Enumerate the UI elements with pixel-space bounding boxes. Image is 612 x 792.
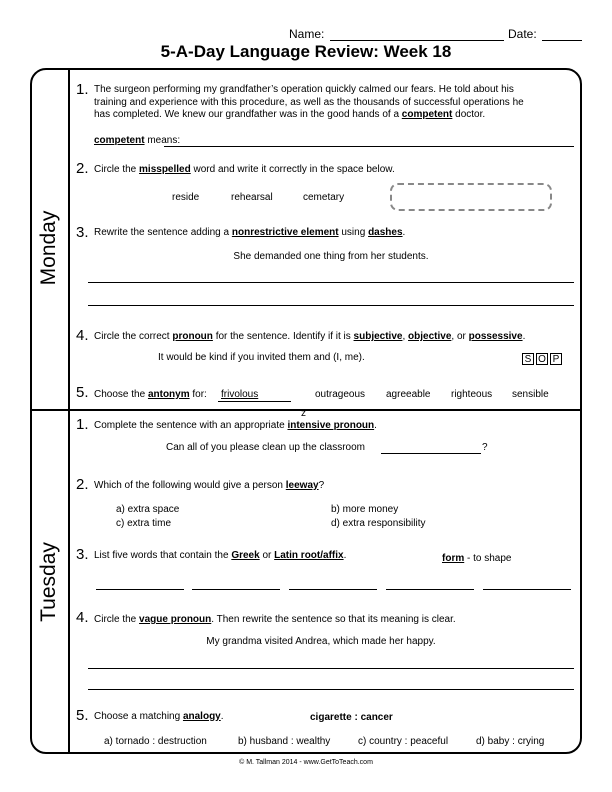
question-number: 5. (76, 707, 89, 724)
tuesday-q1-sentence-start: Can all of you please clean up the classroom (166, 442, 366, 453)
monday-q3-prompt: Rewrite the sentence adding a nonrestrictive element using dashes. (94, 227, 406, 238)
analogy-pair: cigarette : cancer (310, 712, 393, 723)
question-number: 2. (76, 160, 89, 177)
tuesday-q1-sentence-end: ? (482, 442, 488, 453)
name-label: Name: (289, 27, 325, 41)
answer-line[interactable] (96, 589, 184, 590)
page-title: 5-A-Day Language Review: Week 18 (160, 42, 452, 61)
question-number: 4. (76, 609, 89, 626)
antonym-option[interactable]: agreeable (386, 389, 431, 400)
choice-option[interactable]: c) extra time (116, 518, 172, 529)
answer-line[interactable] (88, 282, 574, 283)
answer-line[interactable] (192, 589, 280, 590)
tuesday-q3-root: form - to shape (442, 553, 512, 564)
tuesday-q5-prompt: Choose a matching analogy. (94, 711, 224, 722)
antonym-option[interactable]: sensible (512, 389, 549, 400)
day-column-divider (68, 70, 70, 752)
day-label-tuesday: Tuesday (37, 542, 60, 622)
analogy-option[interactable]: d) baby : crying (476, 736, 545, 747)
monday-q2-prompt: Circle the misspelled word and write it correctly in the space below. (94, 164, 395, 175)
monday-q5-prompt: Choose the antonym for: (94, 389, 207, 400)
question-number: 2. (76, 476, 89, 493)
answer-line[interactable] (483, 589, 571, 590)
day-label-monday: Monday (37, 210, 60, 286)
antonym-option[interactable]: righteous (451, 389, 493, 400)
tuesday-q3-prompt: List five words that contain the Greek or Latin root/affix. (94, 550, 347, 561)
question-number: 1. (76, 81, 89, 98)
analogy-option[interactable]: b) husband : wealthy (238, 736, 331, 747)
tuesday-q1-prompt: Complete the sentence with an appropriate intensive pronoun. (94, 420, 377, 431)
sop-box-p[interactable]: P (550, 353, 562, 365)
correction-box[interactable] (390, 183, 552, 211)
tuesday-q4-prompt: Circle the vague pronoun. Then rewrite the sentence so that its meaning is clear. (94, 614, 456, 625)
question-number: 3. (76, 224, 89, 241)
monday-q3-sentence: She demanded one thing from her students. (233, 251, 429, 262)
answer-line[interactable] (381, 453, 481, 454)
question-number: 5. (76, 384, 89, 401)
tuesday-q4-sentence: My grandma visited Andrea, which made her happy. (206, 636, 436, 647)
answer-line[interactable] (386, 589, 474, 590)
word-option[interactable]: rehearsal (231, 192, 273, 203)
word-option[interactable]: reside (172, 192, 200, 203)
date-label: Date: (508, 27, 537, 41)
question-number: 3. (76, 546, 89, 563)
tuesday-q2-prompt: Which of the following would give a person leeway? (94, 480, 325, 491)
day-divider (32, 409, 580, 411)
choice-option[interactable]: a) extra space (116, 504, 180, 515)
analogy-option[interactable]: c) country : peaceful (358, 736, 449, 747)
monday-q1-means: competent means: (94, 135, 181, 146)
monday-q4-prompt: Circle the correct pronoun for the sentence. Identify if it is subjective, objective, or possessive. (94, 331, 526, 342)
answer-line[interactable] (88, 668, 574, 669)
choice-option[interactable]: b) more money (331, 504, 399, 515)
answer-line[interactable] (88, 305, 574, 306)
answer-line[interactable] (88, 689, 574, 690)
question-number: 4. (76, 327, 89, 344)
footer-copyright: © M. Tallman 2014 - www.GetToTeach.com (239, 759, 373, 766)
date-line[interactable] (542, 40, 582, 41)
name-line[interactable] (330, 40, 504, 41)
analogy-option[interactable]: a) tornado : destruction (104, 736, 207, 747)
answer-line[interactable] (164, 146, 574, 147)
question-number: 1. (76, 416, 89, 433)
sop-box-s[interactable]: S (522, 353, 534, 365)
answer-line[interactable] (289, 589, 377, 590)
sop-boxes (520, 349, 562, 367)
target-word: frivolous (221, 389, 259, 400)
monday-q4-sentence: It would be kind if you invited them and (I, me). (158, 352, 365, 363)
stray-mark: z (301, 408, 306, 419)
antonym-option[interactable]: outrageous (315, 389, 366, 400)
sop-box-o[interactable]: O (536, 353, 548, 365)
word-option[interactable]: cemetary (303, 192, 345, 203)
answer-line[interactable] (218, 401, 291, 402)
monday-q1-passage: The surgeon performing my grandfather’s operation quickly calmed our fears. He told about his training and experience with this procedure, as well as the thousands of successful operations he has completed. We knew our grandfather was in the good hands of a competent doctor. (94, 84, 524, 120)
choice-option[interactable]: d) extra responsibility (331, 518, 426, 529)
